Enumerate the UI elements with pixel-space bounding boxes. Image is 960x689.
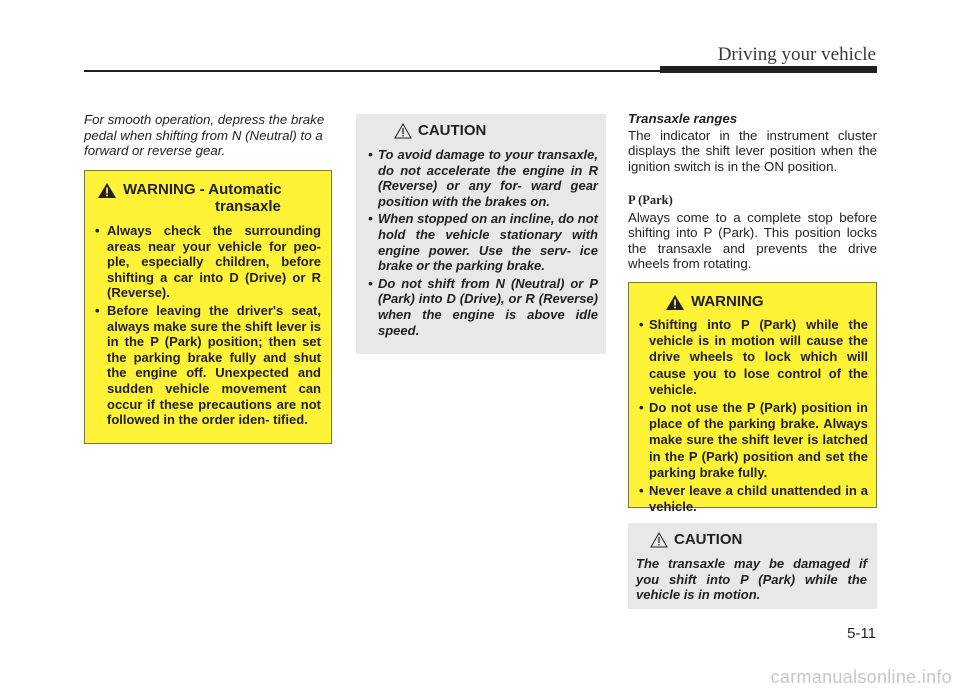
watermark: carmanualsonline.info bbox=[770, 667, 952, 687]
caution-1-title: CAUTION bbox=[394, 122, 598, 143]
caution-triangle-icon bbox=[650, 532, 668, 552]
caution-park-box bbox=[628, 523, 877, 609]
page-number: 5-11 bbox=[847, 625, 876, 642]
warning-automatic-list bbox=[95, 223, 321, 428]
list-item: • To avoid damage to your transaxle, do not accelerate the engine in R (Reverse) or any for- ward gear position with the brakes on. bbox=[368, 147, 598, 209]
list-item: • Never leave a child unattended in a vehicle. bbox=[639, 483, 868, 515]
warning-automatic-title-line2: transaxle bbox=[215, 198, 281, 215]
warning-automatic-transaxle-box bbox=[84, 170, 332, 444]
header-rule-thin bbox=[84, 70, 660, 72]
list-item: • Do not shift from N (Neutral) or P (Park) into D (Drive), or R (Reverse) when the engine is above idle speed. bbox=[368, 275, 598, 338]
list-item: • Always check the surrounding areas near your vehicle for peo- ple, especially children, before shifting a car into D (Drive) or R (Reverse). bbox=[95, 223, 321, 301]
warning-park-box bbox=[628, 282, 877, 515]
warning-park-title: WARNING bbox=[665, 293, 868, 315]
section-title-transaxle-ranges: Transaxle ranges bbox=[628, 111, 738, 126]
transaxle-ranges-intro: The indicator in the instrument cluster displays the shift lever position when the ignition switch is in the ON position. bbox=[628, 128, 877, 174]
list-item: • Before leaving the driver's seat, always make sure the shift lever is in the P (Park) position; then set the parking brake fully and shut the engine off. Unexpected and sudden vehicle movement can occur if these precautions are not followed in the order iden- tified. bbox=[95, 302, 321, 428]
caution-2-title: CAUTION bbox=[650, 531, 867, 552]
warning-automatic-title-line1: WARNING - Automatic bbox=[123, 181, 282, 198]
header-rule-thick bbox=[660, 66, 877, 73]
intro-paragraph: For smooth operation, depress the brake pedal when shifting from N (Neutral) to a forward or reverse gear. bbox=[84, 112, 325, 158]
header-title: Driving your vehicle bbox=[717, 44, 876, 65]
caution-triangle-icon bbox=[394, 123, 412, 143]
park-paragraph: Always come to a complete stop before shifting into P (Park). This position locks the transaxle and prevents the drive wheels from rotating. bbox=[628, 210, 877, 272]
warning-automatic-title bbox=[97, 181, 321, 215]
caution-shifting-box bbox=[356, 114, 606, 354]
caution-2-text: The transaxle may be damaged if you shift into P (Park) while the vehicle is in motion. bbox=[636, 556, 867, 603]
caution-1-list bbox=[368, 147, 598, 338]
park-heading: P (Park) bbox=[628, 193, 673, 207]
list-item: • When stopped on an incline, do not hold the vehicle stationary with engine power. Use the serv- ice brake or the parking brake. bbox=[368, 211, 598, 274]
warning-park-list bbox=[639, 317, 868, 515]
list-item: • Shifting into P (Park) while the vehicle is in motion will cause the drive wheels to lock which will cause you to lose control of the vehicle. bbox=[639, 317, 868, 397]
list-item: • Do not use the P (Park) position in place of the parking brake. Always make sure the shift lever is latched in the P (Park) position and set the parking brake fully. bbox=[639, 400, 868, 480]
warning-triangle-icon bbox=[665, 294, 685, 315]
warning-triangle-icon bbox=[97, 182, 117, 203]
